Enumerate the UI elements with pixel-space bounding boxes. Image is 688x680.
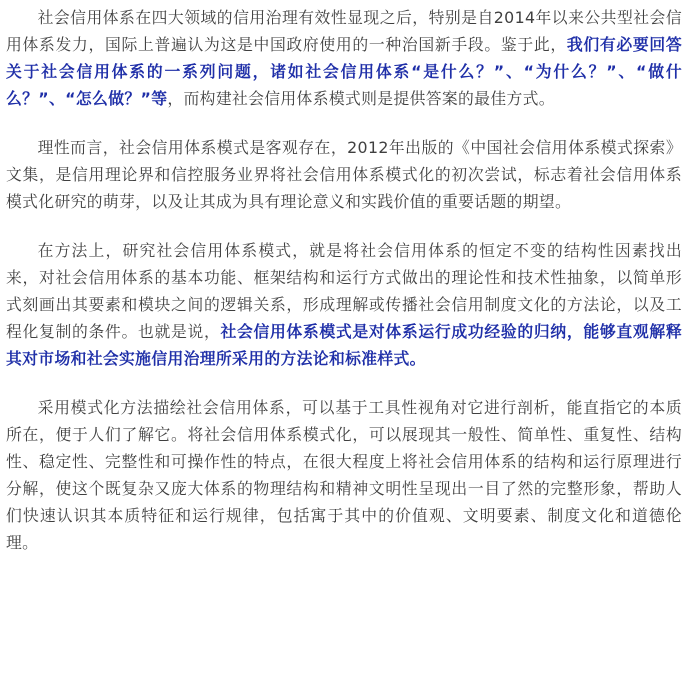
method-text: 在方法上，研究社会信用体系模式，就是将社会信用体系的恒定不变的结构性因素找出来，对社会信用体系的基本功能、框架结构和运行方式做出的理论性和技术性抽象，以简单形式刻画出其要素和模块之间的逻辑关系，形成理解或传播社会信用制度文化的方法论，以及工程化复制的条件。也就是说， <box>6 241 682 341</box>
paragraph-rational <box>6 134 682 215</box>
paragraph-intro <box>6 4 682 112</box>
rational-text: 理性而言，社会信用体系模式是客观存在，2012年出版的《中国社会信用体系模式探索》文集，是信用理论界和信控服务业界将社会信用体系模式化的初次尝试，标志着社会信用体系模式化研究的萌芽，以及让其成为具有理论意义和实践价值的重要话题的期望。 <box>6 138 682 211</box>
modeling-text: 采用模式化方法描绘社会信用体系，可以基于工具性视角对它进行剖析，能直指它的本质所在，便于人们了解它。将社会信用体系模式化，可以展现其一般性、简单性、重复性、结构性、稳定性、完整性和可操作性的特点，在很大程度上将社会信用体系的结构和运行原理进行分解，使这个既复杂又庞大体系的物理结构和精神文明性呈现出一目了然的完整形象，帮助人们快速认识其本质特征和运行规律，包括寓于其中的价值观、文明要素、制度文化和道德伦理。 <box>6 398 682 552</box>
paragraph-method <box>6 237 682 372</box>
paragraph-modeling <box>6 394 682 556</box>
method-highlight: 社会信用体系模式是对体系运行成功经验的归纳，能够直观解释其对市场和社会实施信用治理所采用的方法论和标准样式。 <box>6 322 682 368</box>
intro-text: 社会信用体系在四大领域的信用治理有效性显现之后，特别是自2014年以来公共型社会信用体系发力，国际上普遍认为这是中国政府使用的一种治国新手段。鉴于此， <box>6 8 682 54</box>
intro-text-end: ，而构建社会信用体系模式则是提供答案的最佳方式。 <box>167 89 555 108</box>
intro-highlight: 我们有必要回答关于社会信用体系的一系列问题，诸如社会信用体系“是什么？”、“为什么？”、“做什么？”、“怎么做？”等 <box>6 35 682 108</box>
